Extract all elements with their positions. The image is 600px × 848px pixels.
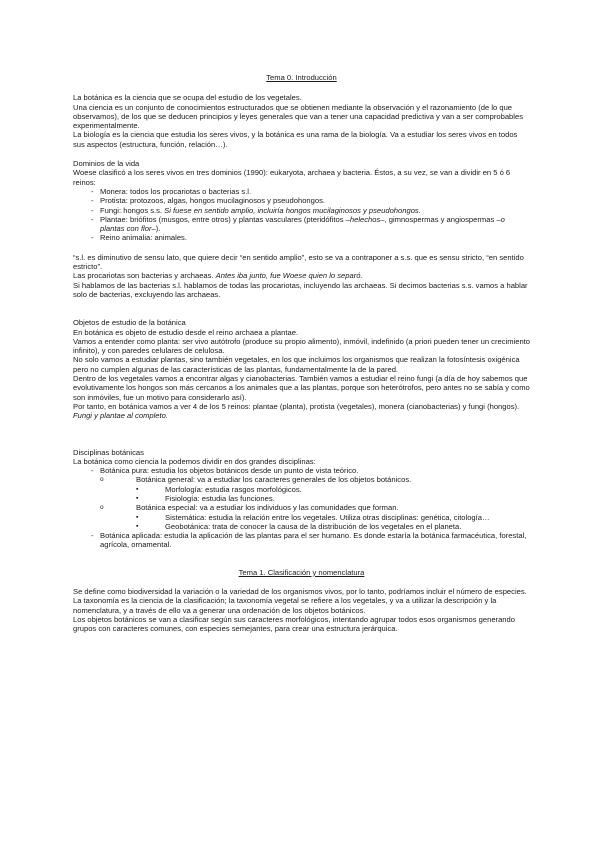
note-procariotas-text: Las procariotas son bacterias y archaeas. (73, 271, 216, 281)
sistematica: ▪ Sistemática: estudia la relación entre los vegetales. Utiliza otras disciplinas: genética, citología… (136, 513, 530, 522)
reino-fungi (73, 206, 530, 215)
botanica-pura (73, 466, 530, 531)
tema1-paragraph-2: La taxonomía es la ciencia de la clasificación; la taxonomía vegetal se refiere a los vegetales, y va a utilizar la descripción y la nomenclatura, y a través de ello va a generar una ordenación de los objetos botánicos. (73, 596, 497, 615)
disciplinas-intro: La botánica como ciencia la podemos dividir en dos grandes disciplinas: (73, 456, 316, 466)
note-procariotas (73, 271, 530, 280)
tema1-section (73, 587, 530, 633)
botanica-pura-text: Botánica pura: estudia los objetos botánicos desde un punto de vista teórico. (100, 466, 359, 476)
intro-section (73, 93, 530, 149)
reino-monera: - Monera: todos los procariotas o bacterias s.l. (73, 187, 530, 196)
objetos-paragraph-2: Vamos a entender como planta: ser vivo autótrofo (produce su propio alimento), inmóvil, indefinido (a priori pueden tener un crecimiento infinito), y con paredes celulares de celulosa. (73, 336, 530, 356)
disciplinas-section (73, 448, 530, 550)
reinos-list (73, 187, 530, 243)
botanica-general-text: Botánica general: va a estudiar los caracteres generales de los objetos botánicos. (136, 475, 412, 485)
note-procariotas-italic: Antes iba junto, fue Woese quien lo separó. (215, 271, 363, 281)
botanica-especial-sublist (136, 513, 530, 532)
note-sensu-lato: “s.l. es diminutivo de sensu lato, que quiere decir “en sentido amplio”, esto se va a contraponer a s.s. que es sensu stricto, “en sentido estricto”. (73, 252, 524, 272)
disciplinas-heading: Disciplinas botánicas (73, 447, 144, 457)
dominios-heading: Dominios de la vida (73, 159, 140, 169)
reino-fungi-note: Si fuese en sentido amplio, incluiría hongos mucilaginosos y pseudohongos. (164, 205, 421, 215)
reino-plantae-part-a: Plantae: briófitos (musgos, entre otros) y plantas vasculares (pteridófitos – (100, 214, 350, 224)
reino-plantae-part-d: o plantas con flor (100, 214, 505, 234)
morfologia: ▪ Morfología: estudia rasgos morfológicos. (136, 485, 530, 494)
tema0-title: Tema 0. Introducción (266, 73, 337, 82)
dominios-text: Woese clasificó a los seres vivos en tres dominios (1990): eukaryota, archaea y bacteria. Éstos, a su vez, se van a dividir en 5 ó 6 reinos: (73, 168, 511, 187)
objetos-paragraph-1: En botánica es objeto de estudio desde el reino archaea a plantae. (73, 327, 299, 337)
intro-paragraph-2: Una ciencia es un conjunto de conocimientos estructurados que se obtienen mediante la observación y el razonamiento (de lo que observamos), de los que se deducen principios y leyes generales que van a tener una capacidad predictiva y van a ser comprobables experimentalmente. (73, 102, 523, 131)
objetos-paragraph-5 (73, 402, 530, 421)
objetos-paragraph-3: No solo vamos a estudiar plantas, sino también vegetales, en los que incluimos los organismos que realizan la fotosíntesis oxigénica pero no cumplen algunas de las características de las plantas, fundamentalmente la de la pared. (73, 355, 520, 374)
note-bacterias: Si hablamos de las bacterias s.l. hablamos de todas las procariotas, incluyendo las archaeas. Si decimos bacterias s.s. vamos a hablar solo de bacterias, excluyendo las archaeas. (73, 280, 528, 299)
objetos-section (73, 318, 530, 420)
reino-animalia: - Reino animalia: animales. (73, 233, 530, 242)
tema1-paragraph-1: Se define como biodiversidad la variación o la variedad de los organismos vivos, por lo tanto, podríamos incluir el número de especies. (73, 587, 527, 597)
geobotanica: ▪ Geobotánica: trata de conocer la causa de la distribución de los vegetales en el planeta. (136, 522, 530, 531)
reino-plantae-part-c: –, gimnospermas y angiospermas – (380, 214, 501, 224)
tema1-title: Tema 1. Clasificación y nomenclatura (238, 567, 365, 577)
objetos-heading: Objetos de estudio de la botánica (73, 318, 186, 328)
botanica-pura-sublist (100, 475, 530, 531)
dominios-section (73, 159, 530, 299)
objetos-paragraph-5-text: Por tanto, en botánica vamos a ver 4 de los 5 reinos: plantae (planta), protista (vegetales), monera (cianobacterias) y fungi (hongos). (73, 401, 520, 411)
reino-fungi-label: Fungi: hongos s.s. (100, 205, 165, 215)
botanica-especial-text: Botánica especial: va a estudiar los individuos y las comunidades que forman. (136, 503, 399, 513)
intro-paragraph-1: La botánica es la ciencia que se ocupa del estudio de los vegetales. (73, 93, 302, 103)
fisiologia: ▪ Fisiología: estudia las funciones. (136, 494, 530, 503)
intro-paragraph-3: La biología es la ciencia que estudia los seres vivos, y la botánica es una rama de la biología. Va a estudiar los seres vivos en todos sus aspectos (estructura, función, relación…). (73, 130, 518, 149)
objetos-paragraph-5-italic: Fungi y plantae al completo. (73, 411, 168, 421)
botanica-general (100, 475, 530, 503)
disciplinas-list (73, 466, 530, 550)
botanica-aplicada: - Botánica aplicada: estudia la aplicación de las plantas para el ser humano. Es donde estaría la botánica farmacéutica, forestal, agrícola, ornamental. (73, 531, 530, 550)
reino-plantae-part-b: helechos (349, 214, 381, 224)
botanica-general-sublist (136, 485, 530, 504)
reino-plantae-part-e: –). (151, 224, 161, 234)
objetos-paragraph-4: Dentro de los vegetales vamos a encontrar algas y cianobacterias. También vamos a estudiar el reino fungi (a día de hoy sabemos que evolutivamente los hongos son más cercanos a los animales que a las plantas, porque son heterótrofos, pero antes no se sabía y como son inmóviles, fue un motivo para considerarlo así). (73, 374, 530, 402)
reino-plantae (73, 215, 530, 234)
tema1-paragraph-3: Los objetos botánicos se van a clasificar según sus caracteres morfológicos, intentando agrupar todos esos organismos generando grupos con caracteres comunes, con especies semejantes, para crear una estructura jerárquica. (73, 614, 515, 634)
reino-protista: - Protista: protozoos, algas, hongos mucilaginosos y pseudohongos. (73, 196, 530, 205)
botanica-especial (100, 503, 530, 531)
